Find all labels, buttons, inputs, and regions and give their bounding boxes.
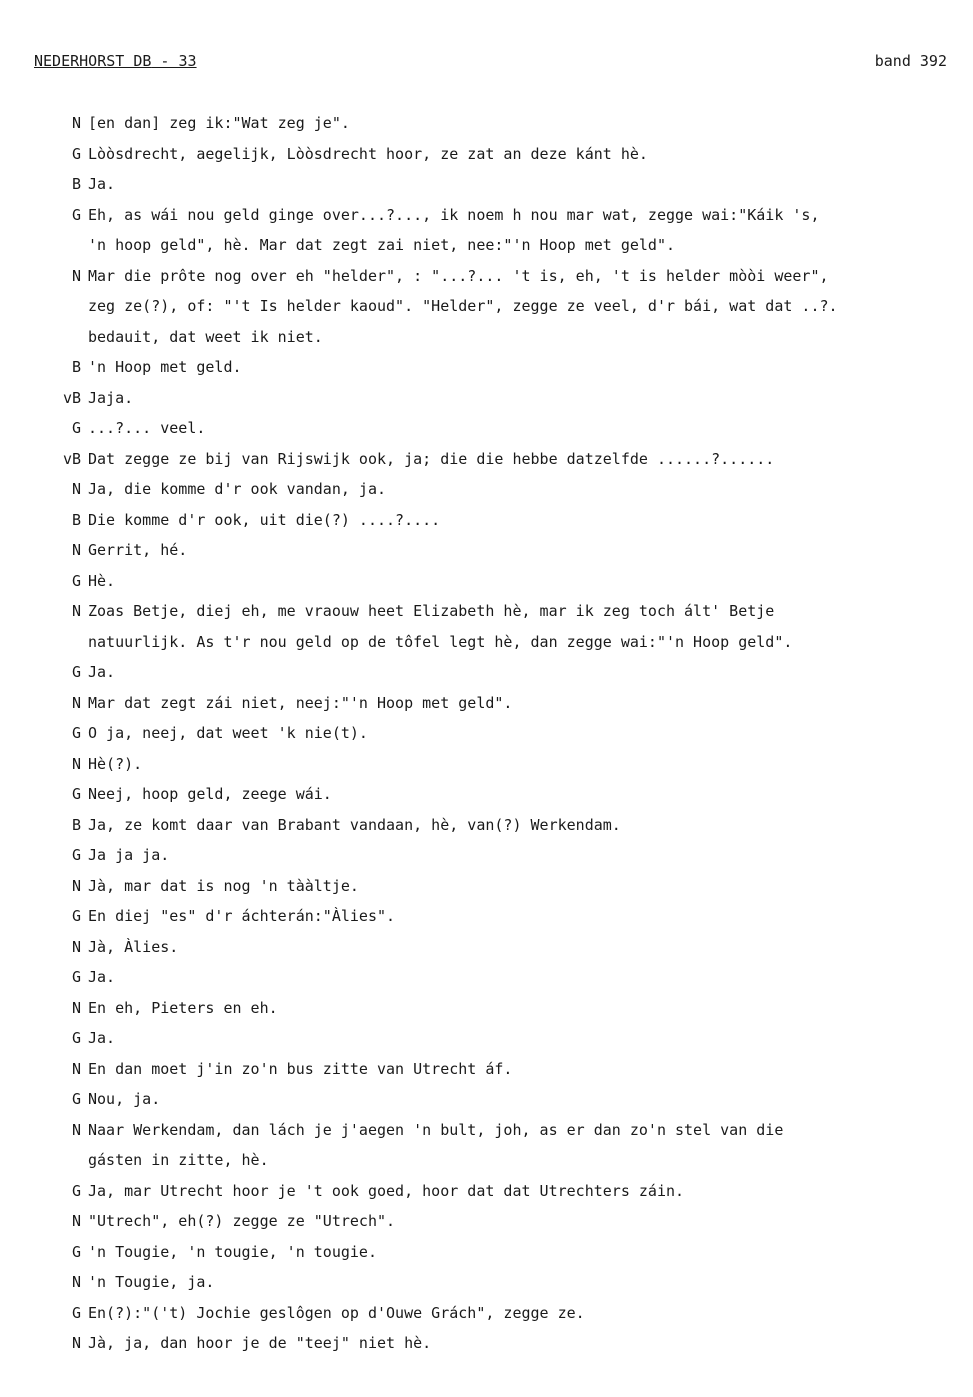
speaker: vB <box>62 449 81 468</box>
utterance: Die komme d'r ook, uit die(?) ....?.... <box>88 510 441 529</box>
utterance: 'n Tougie, 'n tougie, 'n tougie. <box>88 1242 377 1261</box>
transcript-line <box>0 1243 973 1274</box>
transcript-line <box>0 267 973 298</box>
speaker: N <box>71 998 81 1017</box>
transcript-line <box>0 1182 973 1213</box>
header-band: band 392 <box>874 52 947 70</box>
utterance: En(?):"('t) Jochie geslôgen op d'Ouwe Grách", zegge ze. <box>88 1303 585 1322</box>
speaker: N <box>71 937 81 956</box>
utterance-continuation: natuurlijk. As t'r nou geld op de tôfel legt hè, dan zegge wai:"'n Hoop geld". <box>88 632 793 651</box>
utterance: Ja. <box>88 663 116 681</box>
speaker: G <box>71 419 81 437</box>
transcript-line <box>0 694 973 725</box>
transcript-line <box>0 938 973 969</box>
header-title <box>34 52 197 70</box>
transcript-line <box>0 572 973 603</box>
speaker: N <box>71 754 81 773</box>
transcript-line <box>0 968 973 999</box>
transcript-line <box>0 755 973 786</box>
speaker: N <box>71 1059 81 1078</box>
speaker: B <box>71 358 81 376</box>
transcript-line <box>0 846 973 877</box>
speaker: G <box>71 1303 81 1322</box>
speaker: N <box>71 480 81 498</box>
transcript-line <box>0 724 973 755</box>
speaker: G <box>71 907 81 925</box>
transcript-lines <box>0 114 973 1365</box>
utterance-continuation: gásten in zitte, hè. <box>88 1151 269 1169</box>
transcript-line <box>0 297 973 328</box>
transcript-line <box>0 114 973 145</box>
utterance: Jà, ja, dan hoor je de "teej" niet hè. <box>88 1334 432 1352</box>
speaker: G <box>71 1181 81 1200</box>
utterance: Jà, mar dat is nog 'n tààltje. <box>88 876 359 895</box>
speaker: N <box>71 1212 81 1230</box>
transcript-line <box>0 816 973 847</box>
utterance: Ja, mar Utrecht hoor je 't ook goed, hoor dat dat Utrechters záin. <box>88 1181 685 1200</box>
transcript-line <box>0 1151 973 1182</box>
transcript-line <box>0 328 973 359</box>
transcript-line <box>0 358 973 389</box>
speaker: N <box>71 541 81 559</box>
header-title-text: NEDERHORST DB <box>34 52 152 70</box>
utterance: 'n Hoop met geld. <box>88 358 242 376</box>
speaker: N <box>71 1273 81 1291</box>
speaker: G <box>71 724 81 742</box>
transcript-line <box>0 663 973 694</box>
transcript-line <box>0 1060 973 1091</box>
speaker: G <box>71 1090 81 1108</box>
transcript-line <box>0 1304 973 1335</box>
utterance: En dan moet j'in zo'n bus zitte van Utrecht áf. <box>88 1059 513 1078</box>
speaker: G <box>71 1242 81 1261</box>
transcript-line <box>0 785 973 816</box>
utterance: Hè(?). <box>88 754 143 773</box>
utterance: Jà, Àlies. <box>88 937 179 956</box>
utterance: Eh, as wái nou geld ginge over...?..., ik noem h nou mar wat, zegge wai:"Káik 's, <box>88 205 820 224</box>
transcript-line <box>0 511 973 542</box>
speaker: N <box>71 266 81 285</box>
transcript-line <box>0 907 973 938</box>
utterance: "Utrech", eh(?) zegge ze "Utrech". <box>88 1212 396 1230</box>
speaker: B <box>71 175 81 193</box>
utterance: Ja. <box>88 175 116 193</box>
utterance: Naar Werkendam, dan lách je j'aegen 'n bult, joh, as er dan zo'n stel van die <box>88 1120 784 1139</box>
page-header <box>34 52 947 72</box>
speaker: G <box>71 1029 81 1047</box>
header-page-number: - 33 <box>151 52 197 70</box>
transcript-line <box>0 419 973 450</box>
speaker: G <box>71 968 81 986</box>
speaker: G <box>71 571 81 590</box>
transcript-line <box>0 236 973 267</box>
transcript-line <box>0 1273 973 1304</box>
utterance: Neej, hoop geld, zeege wái. <box>88 785 332 803</box>
speaker: G <box>71 144 81 163</box>
transcript-line <box>0 480 973 511</box>
transcript-line <box>0 1029 973 1060</box>
transcript-line <box>0 541 973 572</box>
utterance: Ja ja ja. <box>88 846 170 864</box>
utterance: Zoas Betje, diej eh, me vraouw heet Elizabeth hè, mar ik zeg toch ált' Betje <box>88 602 775 620</box>
utterance-continuation: bedauit, dat weet ik niet. <box>88 327 323 346</box>
speaker: N <box>71 602 81 620</box>
utterance: En eh, Pieters en eh. <box>88 998 278 1017</box>
utterance: O ja, neej, dat weet 'k nie(t). <box>88 724 368 742</box>
speaker: G <box>71 846 81 864</box>
utterance: Ja, die komme d'r ook vandan, ja. <box>88 480 387 498</box>
speaker: G <box>71 663 81 681</box>
transcript-line <box>0 1334 973 1365</box>
speaker: B <box>71 510 81 529</box>
speaker: N <box>71 114 81 132</box>
transcript-line <box>0 1121 973 1152</box>
speaker: N <box>71 1334 81 1352</box>
speaker: B <box>71 815 81 834</box>
transcript-line <box>0 1212 973 1243</box>
utterance-continuation: zeg ze(?), of: "'t Is helder kaoud". "Helder", zegge ze veel, d'r bái, wat dat ..?. <box>88 297 838 315</box>
utterance: Gerrit, hé. <box>88 541 188 559</box>
utterance: Lòòsdrecht, aegelijk, Lòòsdrecht hoor, ze zat an deze kánt hè. <box>88 144 648 163</box>
utterance: Ja. <box>88 1029 116 1047</box>
utterance: 'n Tougie, ja. <box>88 1273 215 1291</box>
utterance: ...?... veel. <box>88 419 206 437</box>
transcript-line <box>0 1090 973 1121</box>
transcript-line <box>0 175 973 206</box>
transcript-line <box>0 389 973 420</box>
utterance-continuation: 'n hoop geld", hè. Mar dat zegt zai niet, nee:"'n Hoop met geld". <box>88 236 675 254</box>
transcript-line <box>0 450 973 481</box>
utterance: Dat zegge ze bij van Rijswijk ook, ja; die die hebbe datzelfde ......?...... <box>88 449 775 468</box>
speaker: N <box>71 1120 81 1139</box>
utterance: Jaja. <box>88 388 134 407</box>
utterance: [en dan] zeg ik:"Wat zeg je". <box>88 114 350 132</box>
transcript-line <box>0 999 973 1030</box>
utterance: Ja. <box>88 968 116 986</box>
utterance: Mar die prôte nog over eh "helder", : "...?... 't is, eh, 't is helder mòòi weer", <box>88 266 829 285</box>
speaker: G <box>71 785 81 803</box>
transcript-line <box>0 206 973 237</box>
speaker: vB <box>62 388 81 407</box>
utterance: Hè. <box>88 571 116 590</box>
utterance: En diej "es" d'r áchterán:"Àlies". <box>88 907 396 925</box>
transcript-line <box>0 145 973 176</box>
utterance: Ja, ze komt daar van Brabant vandaan, hè, van(?) Werkendam. <box>88 815 621 834</box>
speaker: G <box>71 205 81 224</box>
speaker: N <box>71 876 81 895</box>
transcript-line <box>0 633 973 664</box>
transcript-line <box>0 877 973 908</box>
utterance: Mar dat zegt zái niet, neej:"'n Hoop met geld". <box>88 693 513 712</box>
transcript-line <box>0 602 973 633</box>
utterance: Nou, ja. <box>88 1090 161 1108</box>
speaker: N <box>71 693 81 712</box>
